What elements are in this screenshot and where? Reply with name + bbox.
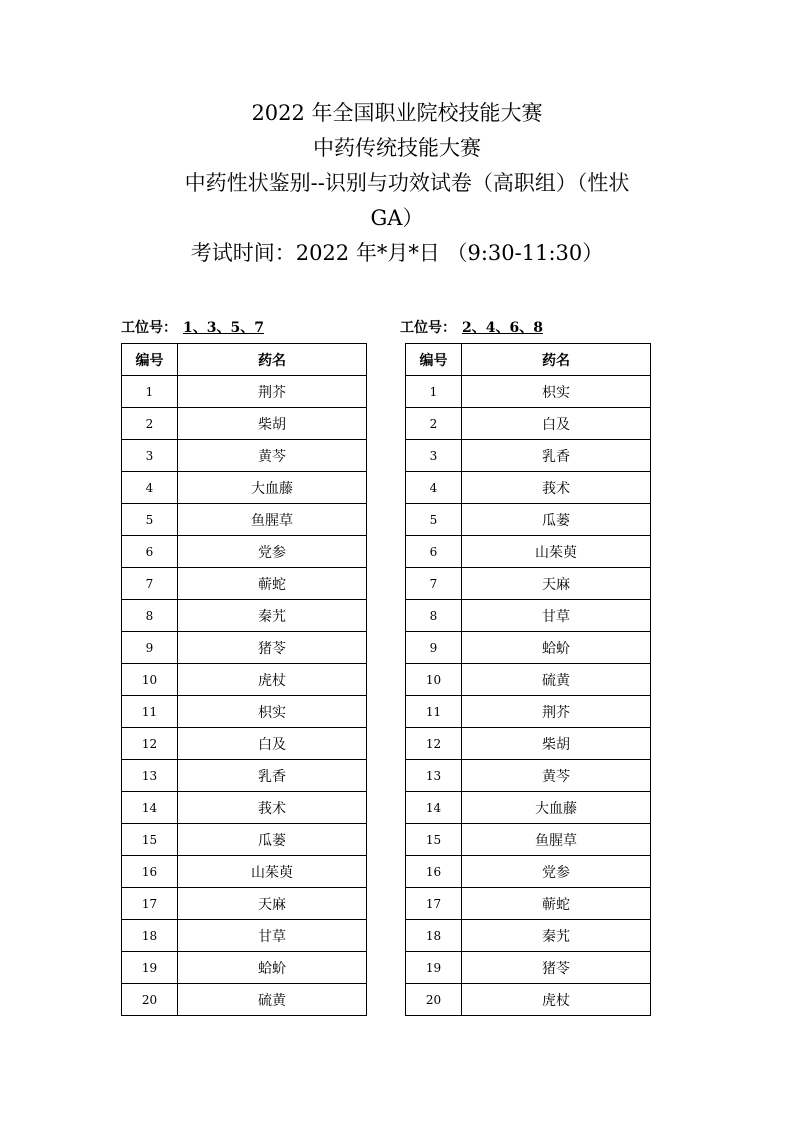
row-number: 12: [406, 728, 462, 760]
drug-name: 乳香: [462, 440, 651, 472]
row-number: 2: [406, 408, 462, 440]
document-title: [0, 96, 794, 271]
row-number: 18: [406, 920, 462, 952]
title-line-4: GA）: [370, 206, 424, 230]
drug-name: 蕲蛇: [462, 888, 651, 920]
drug-name: 大血藤: [178, 472, 367, 504]
left-station-label-text: 工位号：: [121, 320, 177, 336]
table-row: [406, 472, 651, 504]
row-number: 18: [122, 920, 178, 952]
title-line-1: 2022 年全国职业院校技能大赛: [251, 101, 543, 125]
row-number: 12: [122, 728, 178, 760]
table-row: [122, 408, 367, 440]
row-number: 17: [122, 888, 178, 920]
drug-name: 猪苓: [178, 632, 367, 664]
table-row: [122, 920, 367, 952]
drug-name: 虎杖: [178, 664, 367, 696]
drug-name: 大血藤: [462, 792, 651, 824]
right-station-label-text: 工位号：: [400, 320, 456, 336]
table-row: [122, 376, 367, 408]
table-row: [406, 952, 651, 984]
drug-name: 柴胡: [462, 728, 651, 760]
row-number: 8: [122, 600, 178, 632]
drug-name: 柴胡: [178, 408, 367, 440]
drug-name: 猪苓: [462, 952, 651, 984]
table-row: [122, 952, 367, 984]
table-row: [122, 824, 367, 856]
drug-name: 甘草: [178, 920, 367, 952]
header-name: 药名: [178, 344, 367, 376]
table-row: [406, 376, 651, 408]
row-number: 20: [122, 984, 178, 1016]
drug-name: 天麻: [462, 568, 651, 600]
table-row: [122, 664, 367, 696]
table-row: [406, 600, 651, 632]
table-row: [406, 920, 651, 952]
row-number: 14: [406, 792, 462, 824]
drug-name: 瓜蒌: [462, 504, 651, 536]
table-row: [122, 856, 367, 888]
row-number: 9: [122, 632, 178, 664]
row-number: 20: [406, 984, 462, 1016]
table-row: [122, 728, 367, 760]
drug-name: 莪术: [178, 792, 367, 824]
row-number: 8: [406, 600, 462, 632]
row-number: 11: [406, 696, 462, 728]
table-row: [122, 600, 367, 632]
row-number: 13: [406, 760, 462, 792]
row-number: 4: [122, 472, 178, 504]
table-row: [406, 632, 651, 664]
drug-name: 蛤蚧: [178, 952, 367, 984]
row-number: 1: [406, 376, 462, 408]
row-number: 5: [406, 504, 462, 536]
drug-name: 白及: [462, 408, 651, 440]
table-row: [406, 568, 651, 600]
table-row: [122, 888, 367, 920]
table-row: [122, 632, 367, 664]
drug-name: 硫黄: [178, 984, 367, 1016]
table-row: [122, 984, 367, 1016]
row-number: 9: [406, 632, 462, 664]
table-row: [122, 440, 367, 472]
drug-name: 虎杖: [462, 984, 651, 1016]
header-num: 编号: [406, 344, 462, 376]
table-row: [122, 792, 367, 824]
left-station-label: [121, 317, 268, 337]
drug-name: 鱼腥草: [462, 824, 651, 856]
row-number: 6: [122, 536, 178, 568]
drug-name: 甘草: [462, 600, 651, 632]
header-num: 编号: [122, 344, 178, 376]
title-line-3: 中药性状鉴别--识别与功效试卷（高职组）（性状: [184, 171, 630, 195]
drug-name: 党参: [178, 536, 367, 568]
row-number: 10: [406, 664, 462, 696]
table-row: [122, 536, 367, 568]
table-row: [406, 824, 651, 856]
table-row: [406, 440, 651, 472]
drug-name: 枳实: [462, 376, 651, 408]
drug-name: 蕲蛇: [178, 568, 367, 600]
drug-name: 秦艽: [462, 920, 651, 952]
right-station-label: [400, 317, 547, 337]
table-row: [122, 504, 367, 536]
row-number: 7: [122, 568, 178, 600]
drug-name: 荆芥: [462, 696, 651, 728]
drug-name: 党参: [462, 856, 651, 888]
header-name: 药名: [462, 344, 651, 376]
row-number: 2: [122, 408, 178, 440]
table-row: [406, 664, 651, 696]
right-drug-table: [405, 343, 651, 1016]
row-number: 6: [406, 536, 462, 568]
drug-name: 鱼腥草: [178, 504, 367, 536]
drug-name: 硫黄: [462, 664, 651, 696]
row-number: 5: [122, 504, 178, 536]
title-line-2: 中药传统技能大赛: [313, 136, 481, 160]
drug-name: 莪术: [462, 472, 651, 504]
table-header-row: [122, 344, 367, 376]
drug-name: 枳实: [178, 696, 367, 728]
row-number: 15: [406, 824, 462, 856]
row-number: 15: [122, 824, 178, 856]
row-number: 3: [122, 440, 178, 472]
table-row: [406, 536, 651, 568]
left-station-value: 1、3、5、7: [183, 320, 264, 336]
drug-name: 蛤蚧: [462, 632, 651, 664]
table-row: [406, 888, 651, 920]
row-number: 14: [122, 792, 178, 824]
row-number: 7: [406, 568, 462, 600]
table-header-row: [406, 344, 651, 376]
drug-name: 荆芥: [178, 376, 367, 408]
table-row: [406, 728, 651, 760]
row-number: 11: [122, 696, 178, 728]
drug-name: 白及: [178, 728, 367, 760]
table-row: [122, 696, 367, 728]
drug-name: 天麻: [178, 888, 367, 920]
table-row: [406, 984, 651, 1016]
row-number: 19: [406, 952, 462, 984]
table-row: [406, 760, 651, 792]
exam-time: 考试时间：2022 年*月*日 （9:30-11:30）: [190, 241, 604, 265]
right-station-value: 2、4、6、8: [462, 320, 543, 336]
row-number: 3: [406, 440, 462, 472]
table-row: [406, 792, 651, 824]
table-row: [122, 472, 367, 504]
table-row: [406, 504, 651, 536]
drug-name: 黄芩: [178, 440, 367, 472]
left-drug-table: [121, 343, 367, 1016]
row-number: 13: [122, 760, 178, 792]
table-row: [406, 408, 651, 440]
row-number: 17: [406, 888, 462, 920]
row-number: 10: [122, 664, 178, 696]
drug-name: 山茱萸: [178, 856, 367, 888]
drug-name: 山茱萸: [462, 536, 651, 568]
row-number: 1: [122, 376, 178, 408]
drug-name: 瓜蒌: [178, 824, 367, 856]
row-number: 16: [406, 856, 462, 888]
row-number: 16: [122, 856, 178, 888]
drug-name: 黄芩: [462, 760, 651, 792]
drug-name: 秦艽: [178, 600, 367, 632]
table-row: [406, 696, 651, 728]
drug-name: 乳香: [178, 760, 367, 792]
table-row: [122, 568, 367, 600]
row-number: 4: [406, 472, 462, 504]
table-row: [122, 760, 367, 792]
row-number: 19: [122, 952, 178, 984]
table-row: [406, 856, 651, 888]
